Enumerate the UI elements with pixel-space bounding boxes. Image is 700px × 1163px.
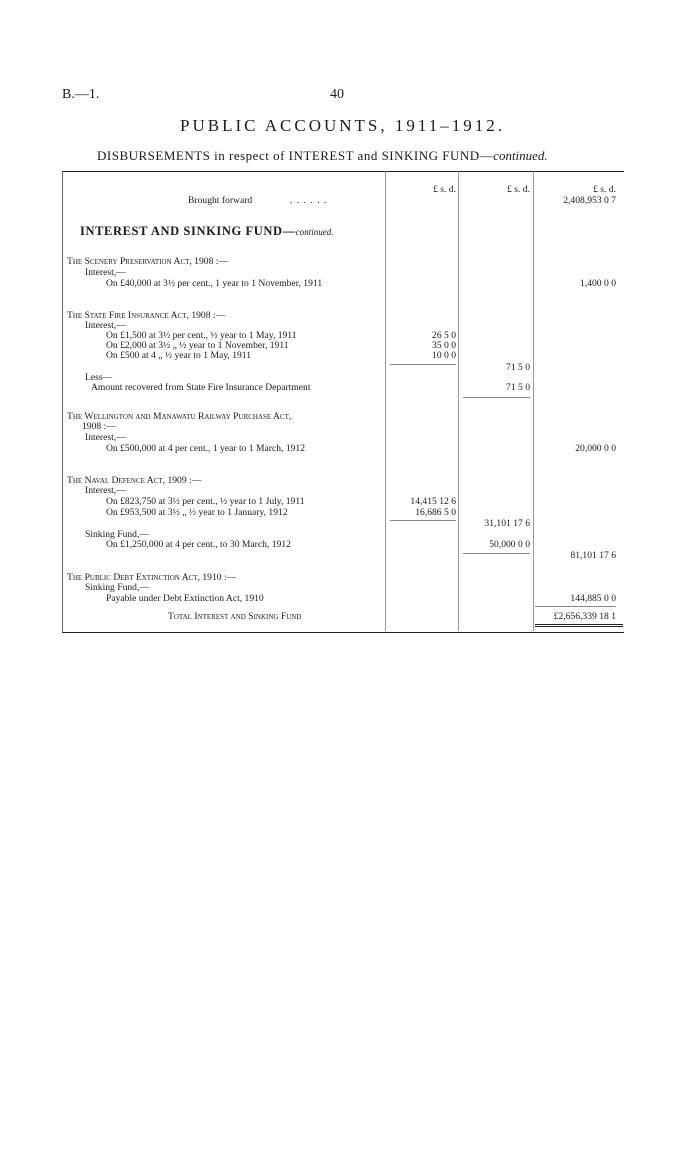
interest-label: Interest,—	[85, 432, 126, 443]
fire-interest-amount-2: 35 0 0	[432, 340, 456, 351]
naval-subtotal: 31,101 17 6	[484, 518, 530, 529]
fire-interest-line-3: On £500 at 4 „ ½ year to 1 May, 1911	[106, 350, 252, 361]
section-heading: INTEREST AND SINKING FUND—continued.	[80, 224, 334, 238]
naval-interest-line-2: On £953,500 at 3½ „ ½ year to 1 January, 1912	[106, 507, 288, 518]
sinking-fund-label: Sinking Fund,—	[85, 529, 149, 540]
wellington-act-year: 1908 :—	[82, 421, 116, 432]
debt-act-title: The Public Debt Extinction Act, 1910 :—	[67, 572, 237, 583]
subtotal-rule	[390, 520, 456, 521]
scenery-act-title: The Scenery Preservation Act, 1908 :—	[67, 256, 229, 267]
grand-total-rule	[535, 624, 623, 627]
column-head-1: £ s. d.	[433, 184, 456, 195]
naval-total: 81,101 17 6	[570, 550, 616, 561]
total-rule	[535, 606, 616, 607]
leader-dots: . . . . . .	[290, 195, 328, 206]
report-code: B.—1.	[62, 87, 100, 102]
fire-subtotal: 71 5 0	[506, 362, 530, 373]
naval-act-title: The Naval Defence Act, 1909 :—	[67, 475, 202, 486]
page-subtitle: DISBURSEMENTS in respect of INTEREST and SINKING FUND—continued.	[97, 148, 548, 163]
scenery-interest-line: On £40,000 at 3½ per cent., 1 year to 1 November, 1911	[106, 278, 323, 289]
fire-interest-amount-1: 26 5 0	[432, 330, 456, 341]
fire-interest-line-1: On £1,500 at 3½ per cent., ½ year to 1 May, 1911	[106, 330, 297, 341]
interest-label: Interest,—	[85, 485, 126, 496]
subtotal-rule	[463, 553, 530, 554]
wellington-interest-line: On £500,000 at 4 per cent., 1 year to 1 March, 1912	[106, 443, 306, 454]
interest-label: Interest,—	[85, 320, 126, 331]
brought-forward-label: Brought forward	[188, 195, 253, 206]
sinking-fund-label: Sinking Fund,—	[85, 582, 149, 593]
fire-interest-amount-3: 10 0 0	[432, 350, 456, 361]
column-divider	[385, 171, 386, 631]
wellington-act-title: The Wellington and Manawatu Railway Purchase Act,	[67, 411, 292, 422]
wellington-total: 20,000 0 0	[575, 443, 616, 454]
debt-sinking-line: Payable under Debt Extinction Act, 1910	[106, 593, 264, 604]
naval-interest-line-1: On £823,750 at 3½ per cent., ½ year to 1 July, 1911	[106, 496, 305, 507]
naval-interest-amount-1: 14,415 12 6	[410, 496, 456, 507]
less-label: Less—	[85, 372, 113, 383]
accounts-table	[62, 171, 624, 633]
naval-sinking-line: On £1,250,000 at 4 per cent., to 30 March, 1912	[106, 539, 291, 550]
scenery-total: 1,400 0 0	[580, 278, 616, 289]
fire-recovered-line: Amount recovered from State Fire Insurance Department	[91, 382, 311, 393]
subtotal-rule	[390, 364, 456, 365]
subtotal-rule	[463, 397, 530, 398]
debt-total: 144,885 0 0	[570, 593, 616, 604]
grand-total: £2,656,339 18 1	[553, 611, 616, 622]
column-head-3: £ s. d.	[593, 184, 616, 195]
naval-sinking-amount: 50,000 0 0	[489, 539, 530, 550]
page-title: PUBLIC ACCOUNTS, 1911–1912.	[180, 116, 506, 135]
column-head-2: £ s. d.	[507, 184, 530, 195]
fire-interest-line-2: On £2,000 at 3½ „ ½ year to 1 November, 1911	[106, 340, 289, 351]
interest-label: Interest,—	[85, 267, 126, 278]
column-divider	[533, 171, 534, 631]
fire-recovered-amount: 71 5 0	[506, 382, 530, 393]
column-divider	[458, 171, 459, 631]
page-number: 40	[330, 87, 344, 102]
naval-interest-amount-2: 16,686 5 0	[415, 507, 456, 518]
grand-total-label: Total Interest and Sinking Fund	[168, 611, 302, 622]
brought-forward-total: 2,408,953 0 7	[563, 195, 616, 206]
fire-act-title: The State Fire Insurance Act, 1908 :—	[67, 310, 226, 321]
